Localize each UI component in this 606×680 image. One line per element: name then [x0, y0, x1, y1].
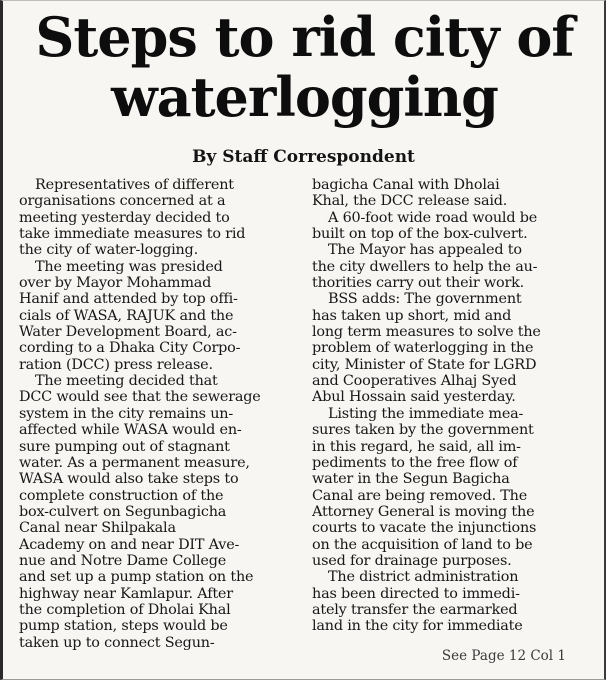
article-line: problem of waterlogging in the: [312, 340, 534, 357]
article-line: affected while WASA would en-: [19, 422, 242, 439]
article-line: nue and Notre Dame College: [19, 552, 227, 569]
article-line: city, Minister of State for LGRD: [312, 356, 537, 373]
article-line: Attorney General is moving the: [312, 503, 535, 520]
article-line: box-culvert on Segunbagicha: [19, 503, 227, 520]
article-line: BSS adds: The government: [328, 291, 522, 308]
article-column-left: [19, 177, 301, 651]
article-line: used for drainage purposes.: [312, 552, 512, 569]
article-line: Water Development Board, ac-: [19, 324, 237, 341]
article-line: meeting yesterday decided to: [19, 209, 230, 226]
headline-line-2: waterlogging: [111, 65, 498, 129]
article-line: and set up a pump station on the: [19, 569, 254, 586]
article-line: courts to vacate the injunctions: [312, 520, 537, 537]
article-line: the completion of Dholai Khal: [19, 601, 231, 618]
article-line: has been directed to immedi-: [312, 585, 520, 602]
article-line: on the acquisition of land to be: [312, 536, 533, 553]
article-line: Listing the immediate mea-: [328, 405, 524, 422]
article-line: built on top of the box-culvert.: [312, 226, 528, 243]
article-line: sures taken by the government: [312, 422, 534, 439]
article-line: highway near Kamlapur. After: [19, 585, 233, 602]
continued-reference: See Page 12 Col 1: [441, 648, 566, 664]
article-line: has taken up short, mid and: [312, 307, 512, 324]
article-line: ately transfer the earmarked: [312, 601, 518, 618]
article-line: the city dwellers to help the au-: [312, 258, 538, 275]
article-line: The meeting decided that: [35, 373, 218, 390]
article-line: bagicha Canal with Dholai: [312, 177, 500, 193]
article-line: Abul Hossain said yesterday.: [312, 389, 516, 406]
headline: [9, 7, 600, 127]
article-line: complete construction of the: [19, 487, 224, 504]
article-line: land in the city for immediate: [312, 618, 523, 635]
article-line: The Mayor has appealed to: [328, 242, 522, 259]
article-line: cials of WASA, RAJUK and the: [19, 307, 234, 324]
article-line: long term measures to solve the: [312, 324, 541, 341]
article-line: Canal near Shilpakala: [19, 520, 176, 537]
article-line: A 60-foot wide road would be: [328, 209, 538, 226]
article-line: in this regard, he said, all im-: [312, 438, 521, 455]
article-line: pediments to the free flow of: [312, 454, 518, 471]
article-line: organisations concerned at a: [19, 193, 226, 210]
article-line: and Cooperatives Alhaj Syed: [312, 373, 517, 390]
headline-line-1: Steps to rid city of: [35, 5, 574, 69]
article-line: Khal, the DCC release said.: [312, 193, 508, 210]
article-line: Hanif and attended by top offi-: [19, 291, 238, 308]
article-line: pump station, steps would be: [19, 618, 228, 635]
article-line: ration (DCC) press release.: [19, 356, 213, 373]
article-column-right: [312, 177, 594, 635]
article-line: WASA would also take steps to: [19, 471, 239, 488]
article-line: over by Mayor Mohammad: [19, 275, 212, 292]
article-line: thorities carry out their work.: [312, 275, 525, 292]
article-line: sure pumping out of stagnant: [19, 438, 230, 455]
article-line: system in the city remains un-: [19, 405, 234, 422]
article-line: Representatives of different: [35, 177, 234, 193]
byline: By Staff Correspondent: [192, 147, 415, 167]
article-line: taken up to connect Segun-: [19, 634, 215, 651]
article-line: water in the Segun Bagicha: [312, 471, 510, 488]
article-line: The district administration: [328, 569, 519, 586]
article-line: The meeting was presided: [35, 258, 223, 275]
article-line: water. As a permanent measure,: [19, 454, 250, 471]
article-line: cording to a Dhaka City Corpo-: [19, 340, 241, 357]
article-line: the city of water-logging.: [19, 242, 198, 259]
article-line: DCC would see that the sewerage: [19, 389, 261, 406]
article-line: take immediate measures to rid: [19, 226, 246, 243]
article-line: Academy on and near DIT Ave-: [19, 536, 240, 553]
article-line: Canal are being removed. The: [312, 487, 528, 504]
